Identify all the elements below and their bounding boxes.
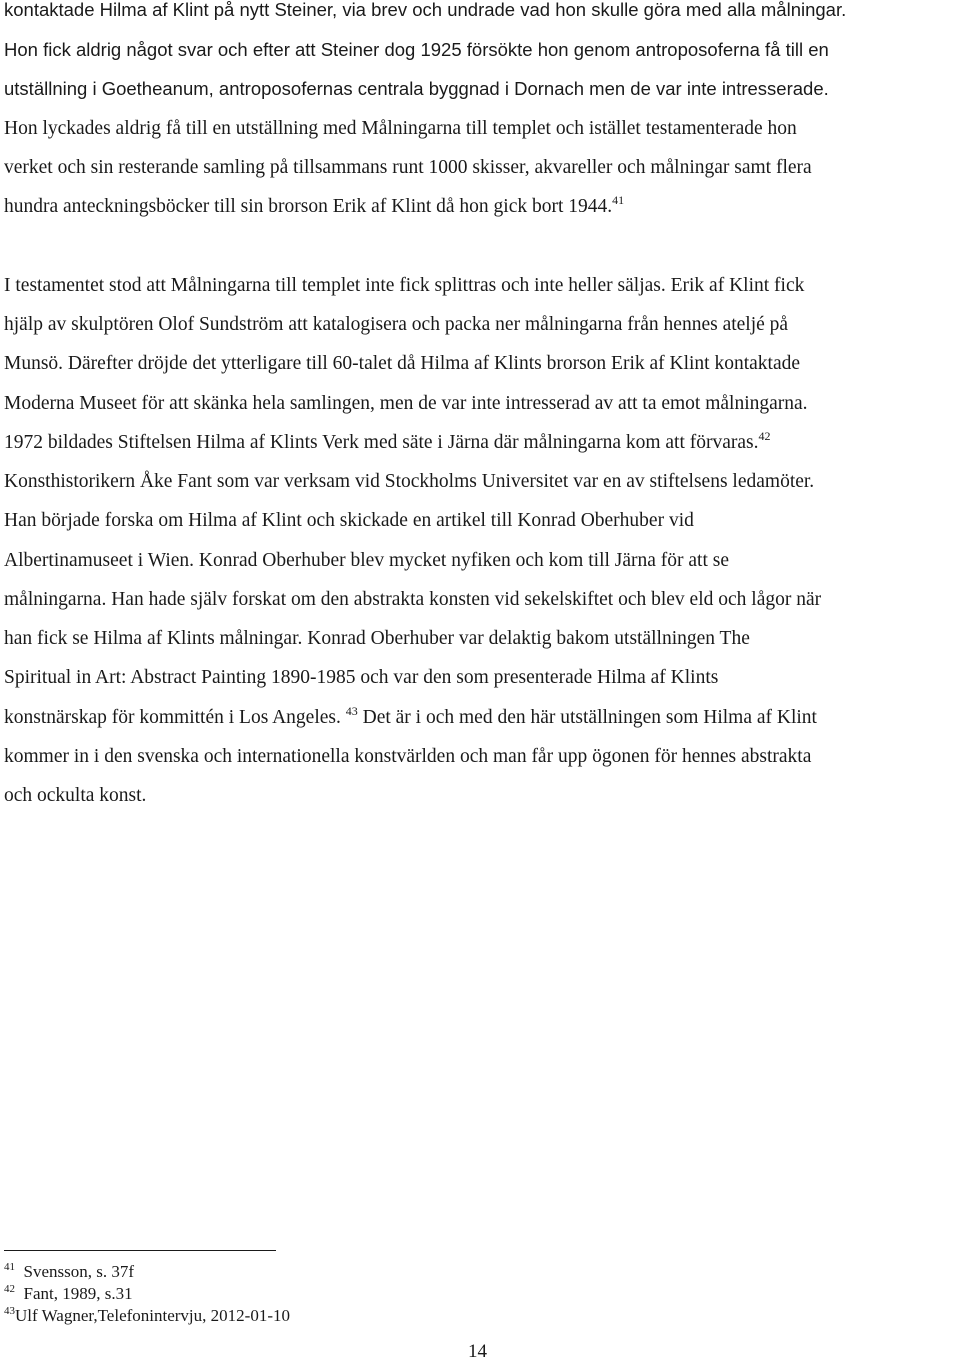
body-line: Han började forska om Hilma af Klint och skickade en artikel till Konrad Oberhuber vid xyxy=(4,510,694,531)
footnote xyxy=(4,1262,134,1282)
body-text: hundra anteckningsböcker till sin brorson Erik af Klint då hon gick bort 1944. xyxy=(4,196,613,217)
body-line: och ockulta konst. xyxy=(4,785,147,806)
footnote xyxy=(4,1306,290,1326)
body-line: Munsö. Därefter dröjde det ytterligare till 60-talet då Hilma af Klints brorson Erik af Klint kontaktade xyxy=(4,353,801,374)
body-line xyxy=(4,431,771,455)
page-number: 14 xyxy=(468,1341,487,1362)
body-line: hjälp av skulptören Olof Sundström att katalogisera och packa ner målningarna från hennes ateljé på xyxy=(4,314,789,335)
footnote-reference: 42 xyxy=(758,429,771,443)
body-line xyxy=(4,706,817,730)
footnote-reference: 41 xyxy=(612,193,625,207)
body-line: Hon lyckades aldrig få till en utställning med Målningarna till templet och istället testamenterade hon xyxy=(4,118,797,139)
body-text: 1972 bildades Stiftelsen Hilma af Klints Verk med säte i Järna där målningarna kom att förvaras. xyxy=(4,432,759,453)
body-line: Hon fick aldrig något svar och efter att Steiner dog 1925 försökte hon genom antroposoferna få till en xyxy=(4,39,829,60)
footnote-number: 41 xyxy=(4,1261,15,1273)
body-line: I testamentet stod att Målningarna till templet inte fick splittras och inte heller säljas. Erik af Klint fick xyxy=(4,275,805,296)
body-line: Spiritual in Art: Abstract Painting 1890-1985 och var den som presenterade Hilma af Klints xyxy=(4,667,719,688)
footnote-text: Fant, 1989, s.31 xyxy=(23,1284,133,1303)
footnote-text: Ulf Wagner,Telefonintervju, 2012-01-10 xyxy=(15,1306,290,1325)
body-line: verket och sin resterande samling på tillsammans runt 1000 skisser, akvareller och målningar samt flera xyxy=(4,157,812,178)
footnote xyxy=(4,1284,133,1304)
body-line: kommer in i den svenska och internationella konstvärlden och man får upp ögonen för hennes abstrakta xyxy=(4,746,812,767)
body-text: konstnärskap för kommittén i Los Angeles. xyxy=(4,707,341,728)
footnote-text: Svensson, s. 37f xyxy=(23,1262,135,1281)
footnote-number: 43 xyxy=(4,1305,15,1317)
body-line: kontaktade Hilma af Klint på nytt Steiner, via brev och undrade vad hon skulle göra med alla målningar. xyxy=(4,0,847,20)
body-text: Det är i och med den här utställningen som Hilma af Klint xyxy=(362,707,817,728)
footnote-number: 42 xyxy=(4,1283,15,1295)
body-line: utställning i Goetheanum, antroposofernas centrala byggnad i Dornach men de var inte intresserade. xyxy=(4,78,829,99)
body-line: Moderna Museet för att skänka hela samlingen, men de var inte intresserad av att ta emot målningarna. xyxy=(4,393,808,414)
body-line xyxy=(4,195,624,219)
body-line: han fick se Hilma af Klints målningar. Konrad Oberhuber var delaktig bakom utställningen The xyxy=(4,628,750,649)
body-line: Konsthistorikern Åke Fant som var verksam vid Stockholms Universitet var en av stiftelsens ledamöter. xyxy=(4,471,815,492)
body-line: Albertinamuseet i Wien. Konrad Oberhuber blev mycket nyfiken och kom till Järna för att se xyxy=(4,550,730,571)
body-line: målningarna. Han hade själv forskat om den abstrakta konsten vid sekelskiftet och blev eld och lågor när xyxy=(4,589,822,610)
footnote-reference: 43 xyxy=(345,704,358,718)
footnote-separator xyxy=(4,1250,276,1251)
